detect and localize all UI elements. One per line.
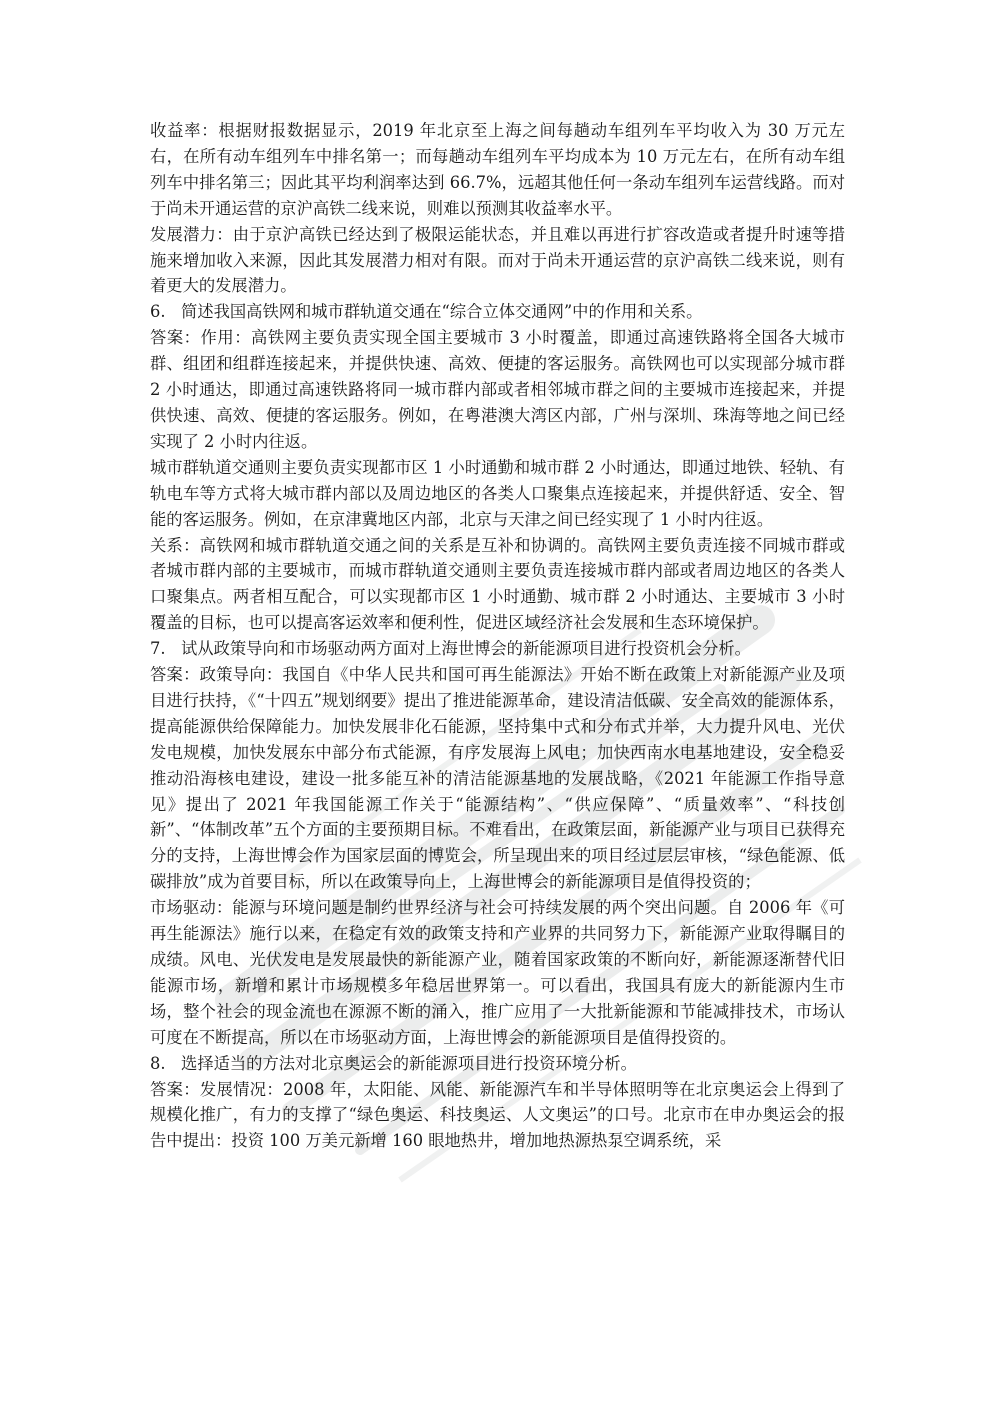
answer-6-role: 答案：作用：高铁网主要负责实现全国主要城市 3 小时覆盖，即通过高速铁路将全国各大城市群、组团和组群连接起来，并提供快速、高效、便捷的客运服务。高铁网也可以实现部分城市群 2 小时通达，即通过高速铁路将同一城市群内部或者相邻城市群之间的主要城市连接起来，并提供快速、高效、便捷的客运服务。例如，在粤港澳大湾区内部，广州与深圳、珠海等地之间已经实现了 2 小时内往返。 <box>150 328 845 451</box>
answer-6-relation: 关系：高铁网和城市群轨道交通之间的关系是互补和协调的。高铁网主要负责连接不同城市群或者城市群内部的主要城市，而城市群轨道交通则主要负责连接城市群内部或者周边地区的各类人口聚集点。两者相互配合，可以实现都市区 1 小时通勤、城市群 2 小时通达、主要城市 3 小时覆盖的目标，也可以提高客运效率和便利性，促进区域经济社会发展和生态环境保护。 <box>150 535 845 633</box>
document-body <box>150 118 845 1154</box>
answer-7-market: 市场驱动：能源与环境问题是制约世界经济与社会可持续发展的两个突出问题。自 2006 年《可再生能源法》施行以来，在稳定有效的政策支持和产业界的共同努力下，新能源产业取得瞩目的成绩。风电、光伏发电是发展最快的新能源产业，随着国家政策的不断向好，新能源逐渐替代旧能源市场，新增和累计市场规模多年稳居世界第一。可以看出，我国具有庞大的新能源内生市场，整个社会的现金流也在源源不断的涌入，推广应用了一大批新能源和节能减排技术，市场认可度在不断提高，所以在市场驱动方面，上海世博会的新能源项目是值得投资的。 <box>150 898 845 1047</box>
question-7: 7. 试从政策导向和市场驱动两方面对上海世博会的新能源项目进行投资机会分析。 <box>150 639 751 659</box>
question-8: 8. 选择适当的方法对北京奥运会的新能源项目进行投资环境分析。 <box>150 1053 637 1073</box>
paragraph-potential: 发展潜力：由于京沪高铁已经达到了极限运能状态，并且难以再进行扩容改造或者提升时速等措施来增加收入来源，因此其发展潜力相对有限。而对于尚未开通运营的京沪高铁二线来说，则有着更大的发展潜力。 <box>150 224 845 296</box>
paragraph-returns: 收益率：根据财报数据显示，2019 年北京至上海之间每趟动车组列车平均收入为 30 万元左右，在所有动车组列车中排名第一；而每趟动车组列车平均成本为 10 万元左右，在所有动车组列车中排名第三；因此其平均利润率达到 66.7%，远超其他任何一条动车组列车运营线路。而对于尚未开通运营的京沪高铁二线来说，则难以预测其收益率水平。 <box>150 121 845 218</box>
question-6: 6. 简述我国高铁网和城市群轨道交通在“综合立体交通网”中的作用和关系。 <box>150 302 703 322</box>
answer-6-urban-rail: 城市群轨道交通则主要负责实现都市区 1 小时通勤和城市群 2 小时通达，即通过地铁、轻轨、有轨电车等方式将大城市群内部以及周边地区的各类人口聚集点连接起来，并提供舒适、安全、智能的客运服务。例如，在京津冀地区内部，北京与天津之间已经实现了 1 小时内往返。 <box>150 457 845 529</box>
answer-7-policy: 答案：政策导向：我国自《中华人民共和国可再生能源法》开始不断在政策上对新能源产业及项目进行扶持，《“十四五”规划纲要》提出了推进能源革命，建设清洁低碳、安全高效的能源体系，提高能源供给保障能力。加快发展非化石能源，坚持集中式和分布式并举，大力提升风电、光伏发电规模，加快发展东中部分布式能源，有序发展海上风电；加快西南水电基地建设，安全稳妥推动沿海核电建设，建设一批多能互补的清洁能源基地的发展战略，《2021 年能源工作指导意见》提出了 2021 年我国能源工作关于“能源结构”、“供应保障”、“质量效率”、“科技创新”、“体制改革”五个方面的主要预期目标。不难看出，在政策层面，新能源产业与项目已获得充分的支持，上海世博会作为国家层面的博览会，所呈现出来的项目经过层层审核，“绿色能源、低碳排放”成为首要目标，所以在政策导向上，上海世博会的新能源项目是值得投资的； <box>150 665 845 892</box>
answer-8-development: 答案：发展情况：2008 年，太阳能、风能、新能源汽车和半导体照明等在北京奥运会上得到了规模化推广，有力的支撑了“绿色奥运、科技奥运、人文奥运”的口号。北京市在申办奥运会的报告中提出：投资 100 万美元新增 160 眼地热井，增加地热源热泵空调系统，采 <box>150 1079 845 1151</box>
